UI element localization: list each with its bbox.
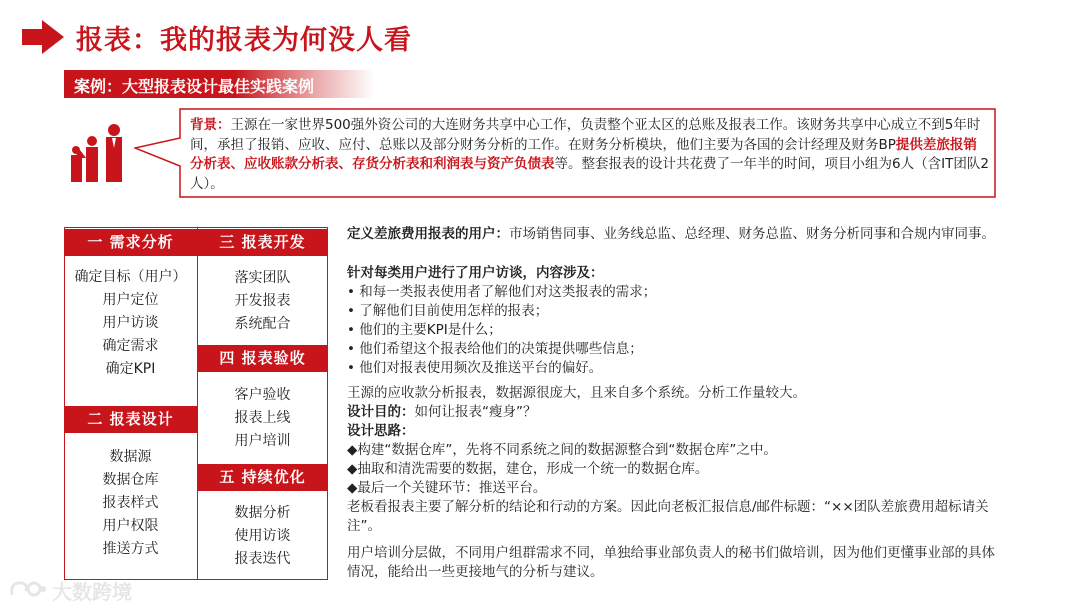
interview-list: [347, 283, 1007, 378]
stage-header-development: 三 报表开发: [198, 229, 327, 256]
stage-item: 用户权限: [102, 518, 159, 534]
case-banner: [64, 70, 374, 98]
users-text: 市场销售同事、业务线总监、总经理、财务总监、财务分析同事和合规内审同事。: [509, 226, 995, 242]
interview-item: • 他们对报表使用频次及推送平台的偏好。: [347, 360, 603, 376]
stage-item: 客户验收: [234, 387, 291, 403]
stage-item: 报表样式: [102, 495, 159, 511]
approach-item: ◆构建“数据仓库”，先将不同系统之间的数据源整合到“数据仓库”之中。: [347, 442, 777, 458]
watermark-text: 大数跨境: [52, 579, 132, 604]
background-text-1: 王源在一家世界500强外资公司的大连财务共享中心工作，负责整个亚太区的总账及报表工作。该财务共享中心成立不到5年时间，承担了报销、应收、应付、总账以及部分财务分析的工作。在财务分析模块，他们主要为各国的会计经理及财务BP: [190, 117, 981, 153]
stage-list-design: [64, 446, 197, 561]
stage-item: 数据分析: [234, 505, 291, 521]
watermark-logo-icon: [8, 577, 48, 603]
stage-item: 报表迭代: [234, 551, 291, 567]
stage-header-requirements: 一 需求分析: [64, 229, 197, 256]
approach-item: ◆抽取和清洗需要的数据，建仓，形成一个统一的数据仓库。: [347, 461, 709, 477]
interview-item: • 了解他们目前使用怎样的报表；: [347, 303, 549, 319]
growth-people-icon: [68, 124, 130, 182]
stage-item: 使用访谈: [234, 528, 291, 544]
stage-item: 用户培训: [234, 433, 291, 449]
users-definition: [347, 225, 1007, 244]
background-text-2: 等。整套报表的设计共花费了一年半的时间，项目小组为6人（含IT团队2人）。: [190, 156, 989, 192]
stage-list-development: [198, 267, 327, 336]
interview-heading: 针对每类用户进行了用户访谈，内容涉及：: [347, 265, 604, 281]
purpose-text: 如何让报表“瘦身”？: [414, 404, 537, 420]
training-text: 用户培训分层做，不同用户组群需求不同，单独给事业部负责人的秘书们做培训，因为他们更懂事业部的具体情况，能给出一些更接地气的分析与建议。: [347, 545, 995, 580]
stage-item: 推送方式: [102, 541, 159, 557]
approach-label: 设计思路：: [347, 423, 415, 439]
purpose-label: 设计目的：: [347, 404, 415, 420]
stage-item: 确定需求: [102, 338, 159, 354]
stage-item: 确定KPI: [105, 361, 156, 377]
stage-item: 报表上线: [234, 410, 291, 426]
interview-item: • 他们希望这个报表给他们的决策提供哪些信息；: [347, 341, 643, 357]
stage-header-optimization: 五 持续优化: [198, 464, 327, 491]
stage-item: 用户定位: [102, 292, 159, 308]
users-label: 定义差旅费用报表的用户：: [347, 226, 509, 242]
stage-header-acceptance: 四 报表验收: [198, 345, 327, 372]
title-arrow-icon: [22, 20, 64, 54]
stage-list-acceptance: [198, 384, 327, 453]
interview-item: • 他们的主要KPI是什么；: [347, 322, 502, 338]
stage-item: 确定目标（用户）: [74, 269, 187, 285]
stage-item: 落实团队: [234, 270, 291, 286]
stage-item: 系统配合: [234, 316, 291, 332]
background-highlight: 提供差旅报销分析表、应收账款分析表、存货分析表和利润表与资产负债表: [190, 136, 977, 172]
stage-item: 数据仓库: [102, 472, 159, 488]
page-title: 报表：我的报表为何没人看: [76, 25, 412, 56]
stage-list-requirements: [64, 266, 197, 381]
interview-item: • 和每一类报表使用者了解他们对这类报表的需求；: [347, 284, 657, 300]
background-paragraph: [190, 116, 990, 194]
watermark: [8, 574, 132, 606]
boss-report-text: 老板看报表主要了解分析的结论和行动的方案。因此向老板汇报信息/邮件标题：“××团队差旅费用超标请关注”。: [347, 499, 989, 534]
stage-item: 数据源: [109, 449, 152, 465]
ar-report-text: 王源的应收款分析报表，数据源很庞大，且来自多个系统。分析工作量较大。: [347, 385, 806, 401]
design-purpose: [347, 403, 1007, 422]
background-label: 背景：: [190, 117, 231, 133]
approach-item: ◆最后一个关键环节：推送平台。: [347, 480, 547, 496]
case-label: 案例：大型报表设计最佳实践案例: [74, 77, 315, 96]
stage-list-optimization: [198, 502, 327, 571]
stage-item: 开发报表: [234, 293, 291, 309]
approach-list: [347, 441, 1007, 498]
stage-item: 用户访谈: [102, 315, 159, 331]
stage-header-design: 二 报表设计: [64, 406, 197, 433]
